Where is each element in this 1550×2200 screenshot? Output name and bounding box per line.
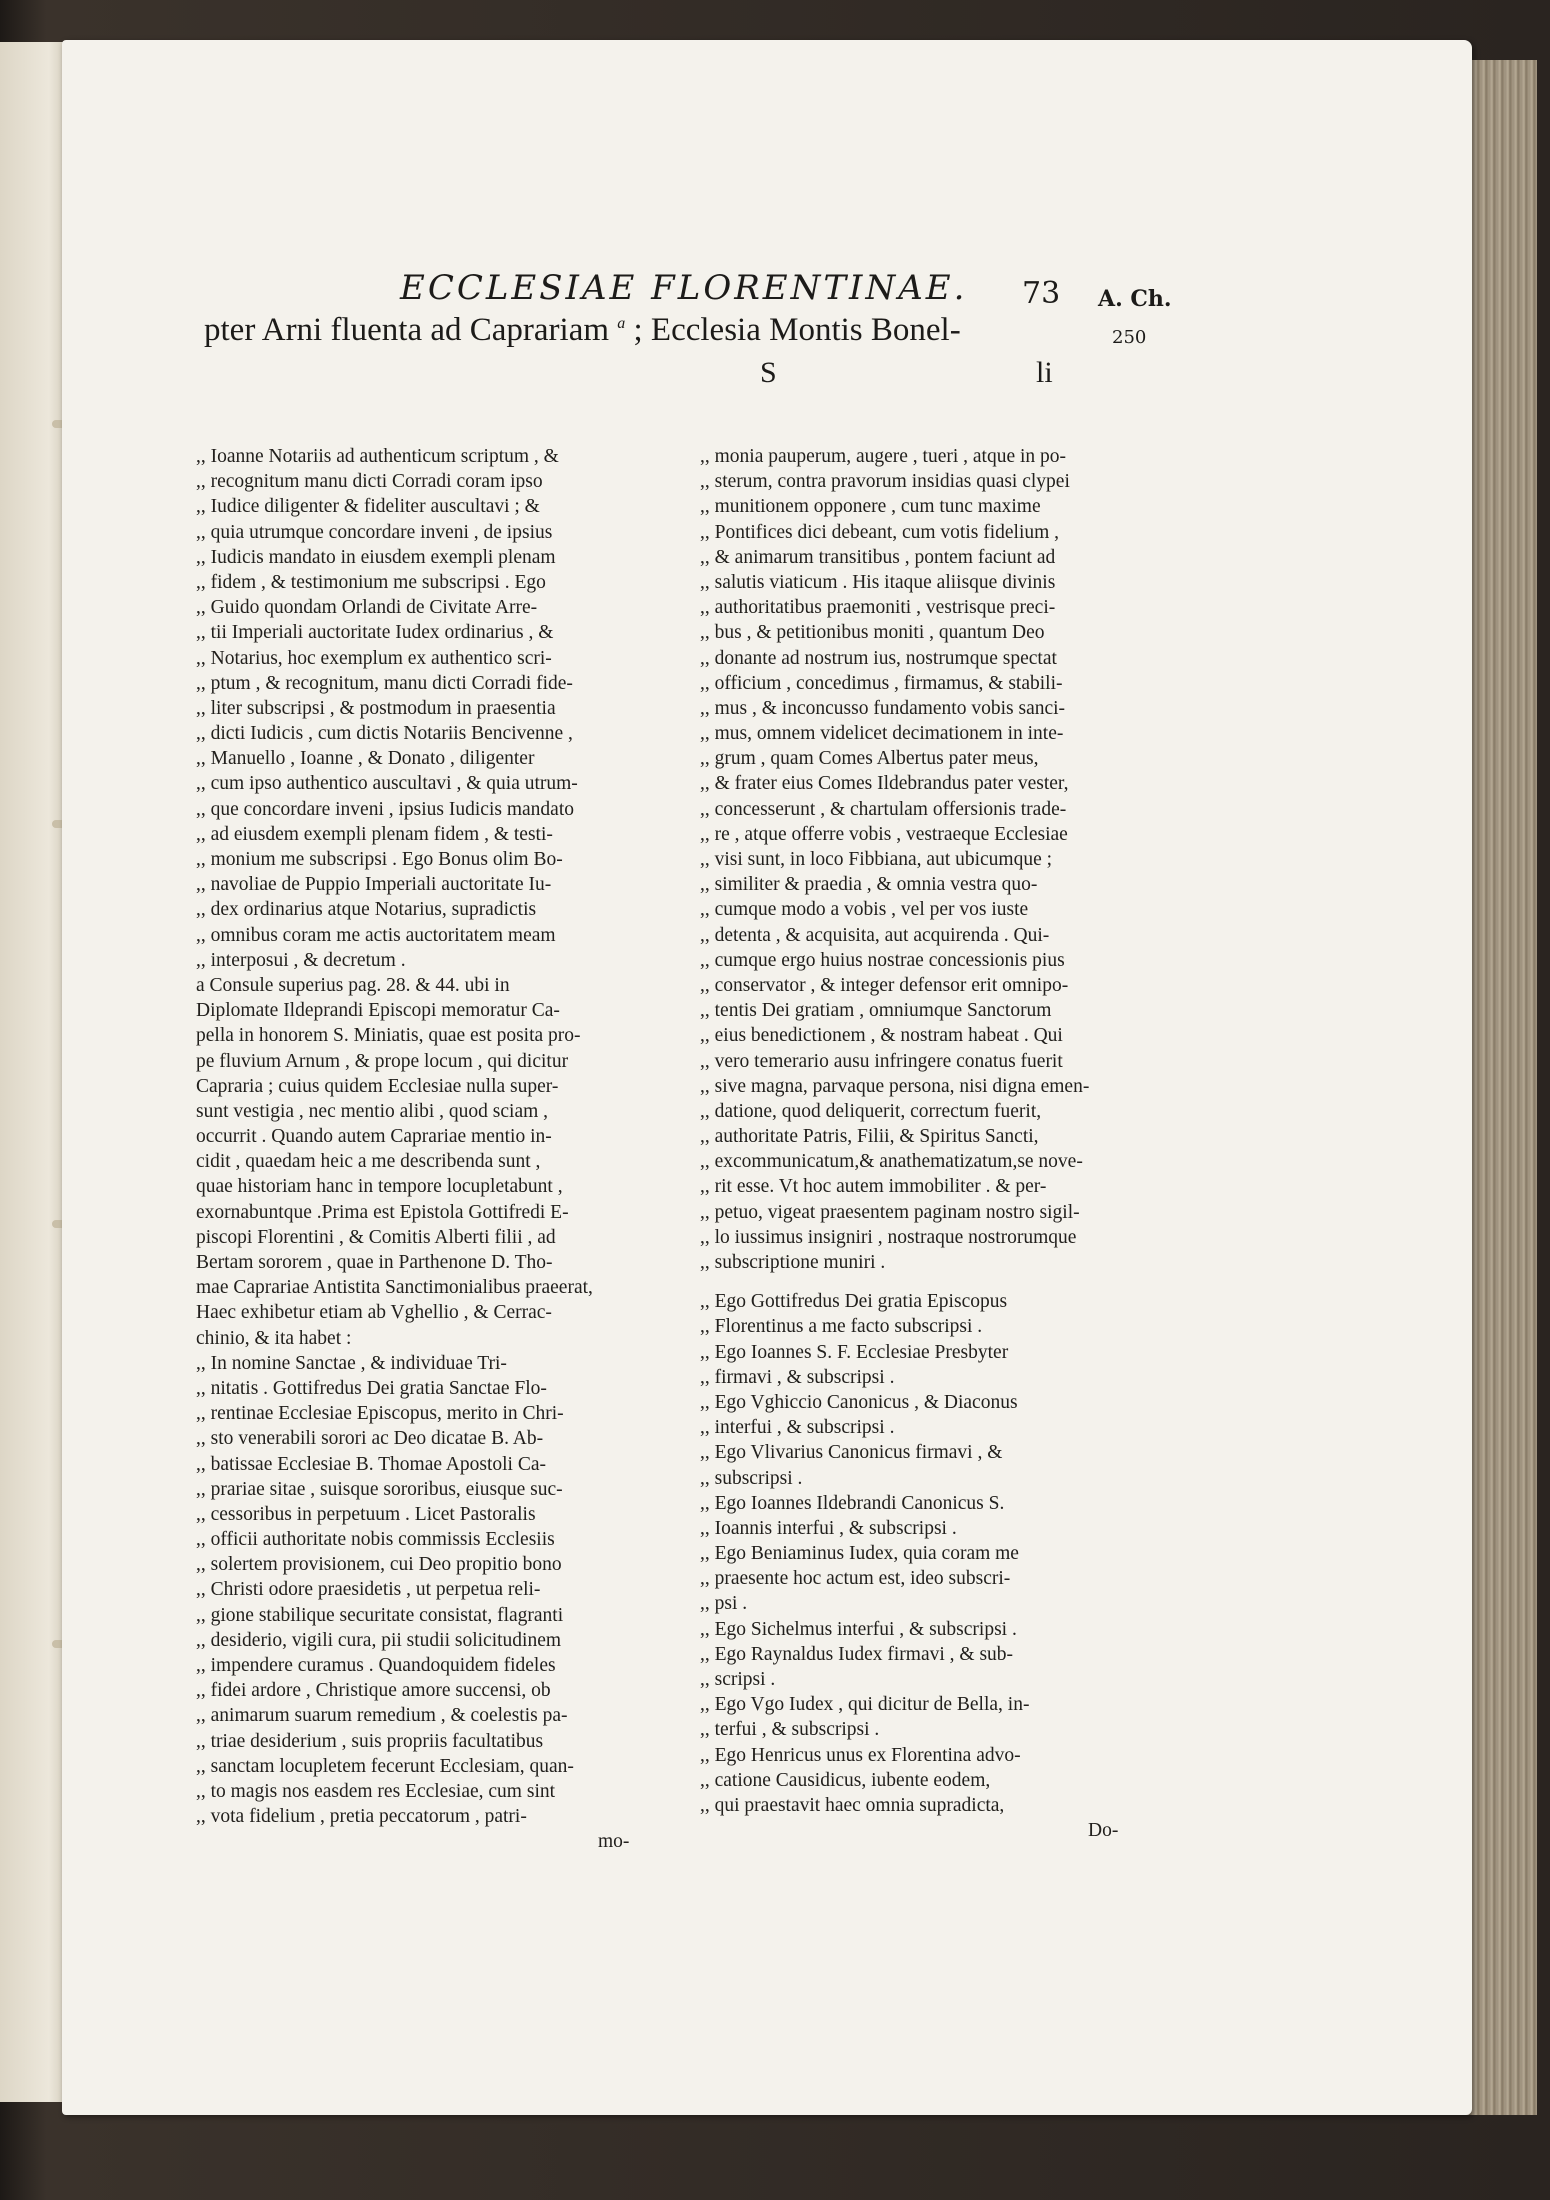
text-line: ,, visi sunt, in loco Fibbiana, aut ubicumque ; (700, 849, 1053, 870)
footnote-line: occurrit . Quando autem Caprariae mentio in- (196, 1126, 552, 1148)
text-line: ,, mus, omnem videlicet decimationem in inte- (700, 723, 1064, 745)
note-mark: a (617, 315, 626, 332)
text-line: ,, ad eiusdem exempli plenam fidem , & testi- (196, 823, 553, 845)
text-line: ,, tii Imperiali auctoritate Iudex ordinarius , & (196, 622, 554, 644)
footnote-line: cidit , quaedam heic a me describenda sunt , (196, 1151, 541, 1173)
text-line: ,, donante ad nostrum ius, nostrumque spectat (700, 647, 1057, 669)
signature-line: ,, Florentinus a me facto subscripsi . (700, 1316, 983, 1338)
signature-line: ,, Ego Vlivarius Canonicus firmavi , & (700, 1442, 1003, 1464)
text-line: ,, liter subscripsi , & postmodum in praesentia (196, 697, 556, 719)
footnote-line: ,, solertem provisionem, cui Deo propitio bono (196, 1554, 562, 1576)
text-line: ,, vero temerario ausu infringere conatus fuerit (700, 1050, 1063, 1072)
text-line: ,, petuo, vigeat praesentem paginam nostro sigil- (700, 1201, 1080, 1223)
signature-line: ,, Ego Vgo Iudex , qui dicitur de Bella, in- (700, 1694, 1030, 1716)
text-line: ,, sive magna, parvaque persona, nisi digna emen- (700, 1075, 1090, 1097)
signature-line: ,, interfui , & subscripsi . (700, 1417, 895, 1439)
spacer (700, 1275, 1162, 1289)
text-line: ,, monium me subscripsi . Ego Bonus olim Bo- (196, 849, 563, 870)
text-line: ,, tentis Dei gratiam , omniumque Sanctorum (700, 1000, 1052, 1022)
footnote-line: ,, Christi odore praesidetis , ut perpetua reli- (196, 1579, 541, 1601)
signature-line: ,, Ioannis interfui , & subscripsi . (700, 1517, 957, 1539)
right-column (700, 444, 1162, 1818)
heading-text: pter Arni fluenta ad Caprariam (204, 312, 610, 348)
text-line: ,, rit esse. Vt hoc autem immobiliter . & per- (700, 1176, 1047, 1198)
footnote-line: ,, batissae Ecclesiae B. Thomae Apostoli Ca- (196, 1453, 547, 1475)
footnote-line: pe fluvium Arnum , & prope locum , qui dicitur (196, 1050, 569, 1072)
footnote-line: ,, impendere curamus . Quandoquidem fideles (196, 1655, 556, 1676)
page-number: 73 (1022, 276, 1061, 311)
margin-label: A. Ch. (1098, 286, 1172, 312)
text-line: ,, quia utrumque concordare inveni , de ipsius (196, 521, 553, 543)
text-line: ,, salutis viaticum . His itaque aliisque divinis (700, 571, 1056, 593)
footnote-line: a Consule superius pag. 28. & 44. ubi in (196, 974, 510, 996)
left-column (196, 444, 666, 1829)
catchword-left: mo- (598, 1831, 630, 1852)
footnote-line: ,, sanctam locupletem fecerunt Ecclesiam, quan- (196, 1755, 574, 1777)
footnote-line: ,, animarum suarum remedium , & coelestis pa- (196, 1705, 568, 1727)
text-line: ,, excommunicatum,& anathematizatum,se nove- (700, 1151, 1083, 1173)
text-line: ,, Manuello , Ioanne , & Donato , diligenter (196, 748, 535, 770)
text-line: ,, concesserunt , & chartulam offersionis trade- (700, 798, 1067, 820)
footnote-line: ,, vota fidelium , pretia peccatorum , patri- (196, 1806, 527, 1828)
text-line: ,, cumque ergo huius nostrae concessionis pius (700, 949, 1065, 971)
signature-line: ,, Ego Vghiccio Canonicus , & Diaconus (700, 1391, 1018, 1413)
text-line: ,, authoritatibus praemoniti , vestrisque preci- (700, 597, 1056, 619)
footnote-line: ,, rentinae Ecclesiae Episcopus, merito in Chri- (196, 1403, 564, 1425)
footnote-line: ,, sto venerabili sorori ac Deo dicatae B. Ab- (196, 1428, 544, 1450)
text-line: ,, grum , quam Comes Albertus pater meus, (700, 748, 1039, 770)
running-head: ECCLESIAE FLORENTINAE. (400, 268, 968, 308)
signature-line: ,, scripsi . (700, 1669, 776, 1690)
text-line: ,, omnibus coram me actis auctoritatem meam (196, 924, 556, 946)
text-line: ,, bus , & petitionibus moniti , quantum Deo (700, 622, 1045, 644)
signature-line: ,, Ego Beniaminus Iudex, quia coram me (700, 1543, 1019, 1565)
text-line: ,, Guido quondam Orlandi de Civitate Arre- (196, 597, 538, 619)
footnote-line: ,, desiderio, vigili cura, pii studii solicitudinem (196, 1629, 562, 1651)
signature-line: ,, subscripsi . (700, 1467, 803, 1489)
footnote-line: Bertam sororem , quae in Parthenone D. Tho- (196, 1252, 553, 1273)
text-line: ,, cum ipso authentico auscultavi , & quia utrum- (196, 773, 578, 795)
text-line: ,, Notarius, hoc exemplum ex authentico scri- (196, 647, 552, 669)
text-line: ,, Pontifices dici debeant, cum votis fidelium , (700, 521, 1060, 543)
text-line: ,, Iudice diligenter & fideliter auscultavi ; & (196, 496, 540, 518)
footnote-line: ,, to magis nos easdem res Ecclesiae, cum sint (196, 1780, 556, 1802)
text-line: ,, similiter & praedia , & omnia vestra quo- (700, 874, 1038, 896)
signature-line: ,, catione Causidicus, iubente eodem, (700, 1769, 991, 1791)
signature-line: ,, Ego Ioannes Ildebrandi Canonicus S. (700, 1492, 1005, 1514)
footnote-line: Capraria ; cuius quidem Ecclesiae nulla super- (196, 1075, 559, 1097)
footnote-line: Haec exhibetur etiam ab Vghellio , & Cerrac- (196, 1302, 552, 1324)
signature-line: ,, firmavi , & subscripsi . (700, 1366, 895, 1388)
text-line: ,, monia pauperum, augere , tueri , atque in po- (700, 446, 1067, 467)
footnote-line: exornabuntque .Prima est Epistola Gottifredi E- (196, 1201, 569, 1223)
footnote-line: ,, triae desiderium , suis propriis facultatibus (196, 1730, 544, 1752)
signature-line: ,, Ego Ioannes S. F. Ecclesiae Presbyter (700, 1341, 1009, 1363)
footnote-line: sunt vestigia , nec mentio alibi , quod sciam , (196, 1100, 549, 1122)
text-line: ,, munitionem opponere , cum tunc maxime (700, 496, 1041, 518)
signature-line: ,, praesente hoc actum est, ideo subscri- (700, 1568, 1011, 1590)
signature-line: ,, qui praestavit haec omnia supradicta, (700, 1794, 1005, 1816)
footnote-line: ,, gione stabilique securitate consistat, flagranti (196, 1604, 564, 1626)
footnote-line: piscopi Florentini , & Comitis Alberti filii , ad (196, 1226, 556, 1248)
text-line: ,, & animarum transitibus , pontem faciunt ad (700, 546, 1056, 568)
signature-line: ,, Ego Raynaldus Iudex firmavi , & sub- (700, 1643, 1014, 1665)
footnote-line: ,, nitatis . Gottifredus Dei gratia Sanctae Flo- (196, 1377, 547, 1399)
footnote-line: pella in honorem S. Miniatis, quae est posita pro- (196, 1025, 581, 1047)
text-line: ,, sterum, contra pravorum insidias quasi clypei (700, 471, 1070, 493)
text-line: ,, mus , & inconcusso fundamento vobis sanci- (700, 697, 1066, 719)
text-line: ,, recognitum manu dicti Corradi coram ipso (196, 471, 543, 493)
catch-syllable: li (1036, 356, 1053, 389)
text-line: ,, que concordare inveni , ipsius Iudicis mandato (196, 798, 574, 820)
footnote-line: mae Caprariae Antistita Sanctimonialibus praeerat, (196, 1277, 593, 1299)
footnote-line: chinio, & ita habet : (196, 1327, 352, 1349)
text-line: ,, datione, quod deliquerit, correctum fuerit, (700, 1100, 1042, 1122)
catchword-right: Do- (1088, 1820, 1119, 1841)
text-line: ,, dex ordinarius atque Notarius, supradictis (196, 899, 537, 921)
text-line: ,, eius benedictionem , & nostram habeat . Qui (700, 1025, 1063, 1047)
signature-line: ,, Ego Gottifredus Dei gratia Episcopus (700, 1291, 1008, 1313)
footnote-line: ,, prariae sitae , suisque sororibus, eiusque suc- (196, 1478, 563, 1500)
margin-year: 250 (1112, 327, 1147, 348)
signature-line: ,, Ego Henricus unus ex Florentina advo- (700, 1744, 1021, 1766)
text-line: ,, navoliae de Puppio Imperiali auctoritate Iu- (196, 874, 552, 896)
text-line: ,, officium , concedimus , firmamus, & stabili- (700, 672, 1063, 694)
text-line: ,, interposui , & decretum . (196, 949, 406, 971)
text-line: ,, & frater eius Comes Ildebrandus pater vester, (700, 773, 1069, 795)
text-line: ,, ptum , & recognitum, manu dicti Corradi fide- (196, 672, 573, 694)
text-line: ,, conservator , & integer defensor erit omnipo- (700, 974, 1069, 996)
heading-line (204, 312, 961, 349)
text-line: ,, lo iussimus insigniri , nostraque nostrorumque (700, 1226, 1077, 1248)
heading-text-after: ; Ecclesia Montis Bonel- (633, 312, 961, 348)
signature-line: ,, terfui , & subscripsi . (700, 1719, 880, 1741)
text-line: ,, authoritate Patris, Filii, & Spiritus Sancti, (700, 1126, 1039, 1148)
text-line: ,, detenta , & acquisita, aut acquirenda . Qui- (700, 924, 1050, 946)
footnote-line: ,, In nomine Sanctae , & individuae Tri- (196, 1352, 507, 1374)
footnote-line: ,, officii authoritate nobis commissis Ecclesiis (196, 1529, 555, 1551)
text-line: ,, fidem , & testimonium me subscripsi . Ego (196, 571, 546, 593)
signature-mark: S (760, 356, 777, 389)
footnote-line: ,, cessoribus in perpetuum . Licet Pastoralis (196, 1503, 536, 1525)
text-line: ,, dicti Iudicis , cum dictis Notariis Bencivenne , (196, 723, 573, 745)
text-line: ,, cumque modo a vobis , vel per vos iuste (700, 899, 1029, 921)
footnote-line: quae historiam hanc in tempore locupletabunt , (196, 1176, 563, 1198)
footnote-line: Diplomate Ildeprandi Episcopi memoratur Ca- (196, 1000, 560, 1022)
signature-line: ,, Ego Sichelmus interfui , & subscripsi . (700, 1618, 1017, 1640)
footnote-line: ,, fidei ardore , Christique amore succensi, ob (196, 1680, 551, 1702)
text-line: ,, Ioanne Notariis ad authenticum scriptum , & (196, 446, 559, 467)
text-line: ,, Iudicis mandato in eiusdem exempli plenam (196, 546, 556, 568)
text-line: ,, subscriptione muniri . (700, 1252, 886, 1273)
signature-line: ,, psi . (700, 1593, 748, 1615)
text-line: ,, re , atque offerre vobis , vestraeque Ecclesiae (700, 823, 1068, 845)
